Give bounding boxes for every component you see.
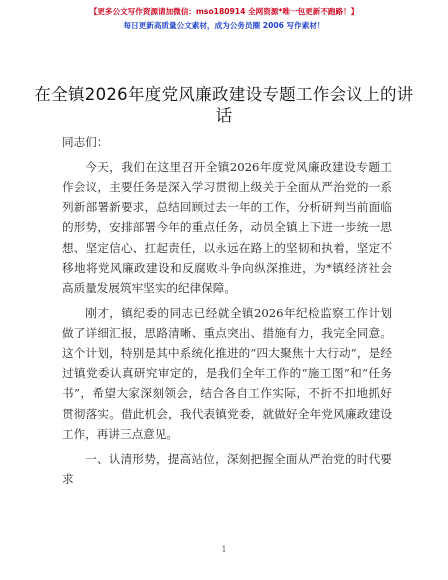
document-title: 在全镇2026年度党风廉政建设专题工作会议上的讲话 [34,85,414,125]
section-heading-1: 一、认清形势，提高站位，深刻把握全面从严治党的时代要求 [62,451,392,486]
promo-banner [0,6,448,32]
promo-line-update: 每日更新高质量公文素材，成为公务员圈 2006 写作素材！ [123,21,325,30]
page-number: 1 [221,545,227,554]
paragraph-opening: 今天，我们在这里召开全镇2026年度党风廉政建设专题工作会议，主要任务是深入学习贯彻上级关于全面从严治党的一系列新部署新要求，总结回顾过去一年的工作，分析研判当前面临的形势，安排部署今年的重点任务，动员全镇上下进一步统一思想、坚定信心、扛起责任，以永远在路上的坚韧和执着，坚定不移地将党风廉政建设和反腐败斗争向纵深推进，为*镇经济社会高质量发展筑牢坚实的纪律保障。 [62,159,392,295]
promo-line-wechat: 【更多公文写作资源请加微信：mso180914 全网资源*唯一包更新不跑路！】 [89,7,359,16]
salutation: 同志们： [62,135,109,149]
document-body [62,132,392,493]
paragraph-plan: 刚才，镇纪委的同志已经就全镇2026年纪检监察工作计划做了详细汇报，思路清晰、重点突出、措施有力，我完全同意。这个计划，特别是其中系统化推进的“四大聚焦十大行动”，是经过镇党委认真研究审定的，是我们全年工作的“施工图”和“任务书”，希望大家深刻领会，结合各自工作实际，不折不扣地抓好贯彻落实。借此机会，我代表镇党委，就做好全年党风廉政建设工作，再讲三点意见。 [62,305,392,441]
